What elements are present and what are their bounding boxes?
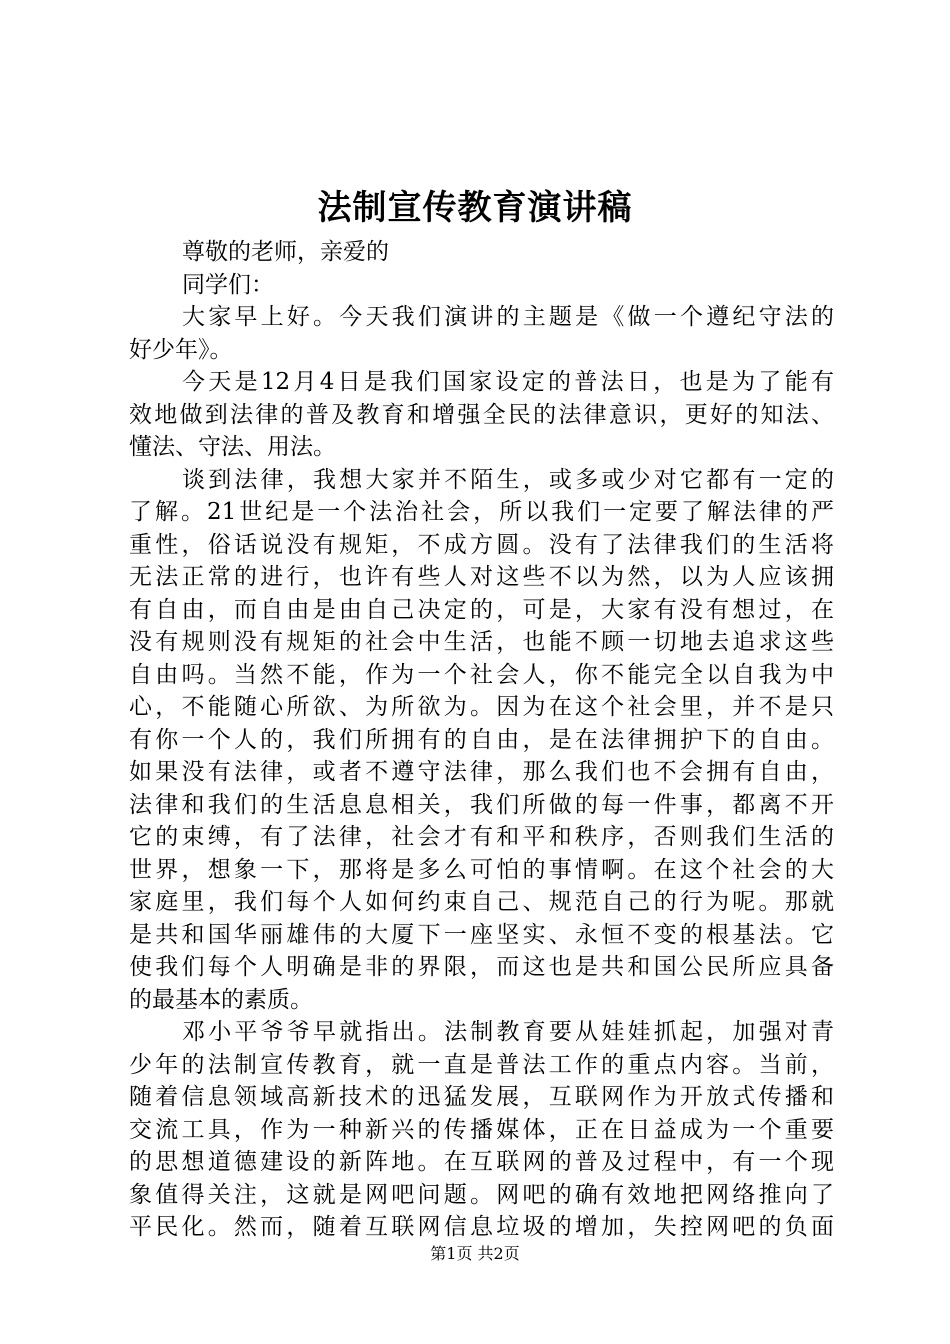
text-line: 没有规则没有规矩的社会中生活，也能不顾一切地去追求这些 [129, 629, 834, 655]
text-line: 法律和我们的生活息息相关，我们所做的每一件事，都离不开 [129, 791, 834, 818]
text-line: 它的束缚，有了法律，社会才有和平和秩序，否则我们生活的 [129, 824, 834, 850]
text-line: 无法正常的进行，也许有些人对这些不以为然，以为人应该拥 [129, 564, 834, 590]
text-line: 象值得关注，这就是网吧问题。网吧的确有效地把网络推向了 [129, 1181, 834, 1208]
text-line: 懂法、守法、用法。 [129, 434, 336, 460]
text-line: 尊敬的老师，亲爱的 [182, 239, 389, 265]
text-line: 自由吗。当然不能，作为一个社会人，你不能完全以自我为中 [129, 661, 834, 688]
text-line: 有自由，而自由是由自己决定的，可是，大家有没有想过，在 [129, 596, 834, 623]
text-line: 今天是12月4日是我们国家设定的普法日，也是为了能有 [182, 369, 834, 395]
text-line: 如果没有法律，或者不遵守法律，那么我们也不会拥有自由， [129, 759, 834, 785]
text-line: 世界，想象一下，那将是多么可怕的事情啊。在这个社会的大 [129, 856, 834, 883]
text-line: 大家早上好。今天我们演讲的主题是《做一个遵纪守法的 [182, 304, 834, 330]
text-line: 随着信息领域高新技术的迅猛发展，互联网作为开放式传播和 [129, 1084, 834, 1110]
text-line: 的最基本的素质。 [129, 986, 313, 1013]
text-line: 效地做到法律的普及教育和增强全民的法律意识，更好的知法、 [129, 401, 834, 428]
document-body [129, 236, 834, 1244]
text-line: 的思想道德建设的新阵地。在互联网的普及过程中，有一个现 [129, 1149, 834, 1175]
text-line: 是共和国华丽雄伟的大厦下一座坚实、永恒不变的根基法。它 [129, 921, 834, 948]
page-footer: 第1页 共2页 [430, 1244, 520, 1263]
text-line: 家庭里，我们每个人如何约束自己、规范自己的行为呢。那就 [129, 889, 834, 915]
text-line: 重性，俗话说没有规矩，不成方圆。没有了法律我们的生活将 [129, 531, 834, 558]
text-line: 邓小平爷爷早就指出。法制教育要从娃娃抓起，加强对青 [182, 1019, 834, 1045]
text-line: 好少年》。 [129, 336, 233, 363]
document-title: 法制宣传教育演讲稿 [317, 188, 633, 228]
text-line: 平民化。然而，随着互联网信息垃圾的增加，失控网吧的负面 [129, 1214, 834, 1240]
text-line: 了解。21世纪是一个法治社会，所以我们一定要了解法律的严 [129, 499, 834, 525]
text-line: 同学们： [182, 271, 274, 298]
text-line: 心，不能随心所欲、为所欲为。因为在这个社会里，并不是只 [129, 694, 834, 720]
text-line: 有你一个人的，我们所拥有的自由，是在法律拥护下的自由。 [129, 726, 834, 753]
text-line: 谈到法律，我想大家并不陌生，或多或少对它都有一定的 [182, 466, 834, 493]
text-line: 使我们每个人明确是非的界限，而这也是共和国公民所应具备 [129, 954, 834, 980]
text-line: 少年的法制宣传教育，就一直是普法工作的重点内容。当前， [129, 1051, 834, 1078]
text-line: 交流工具，作为一种新兴的传播媒体，正在日益成为一个重要 [129, 1116, 834, 1143]
